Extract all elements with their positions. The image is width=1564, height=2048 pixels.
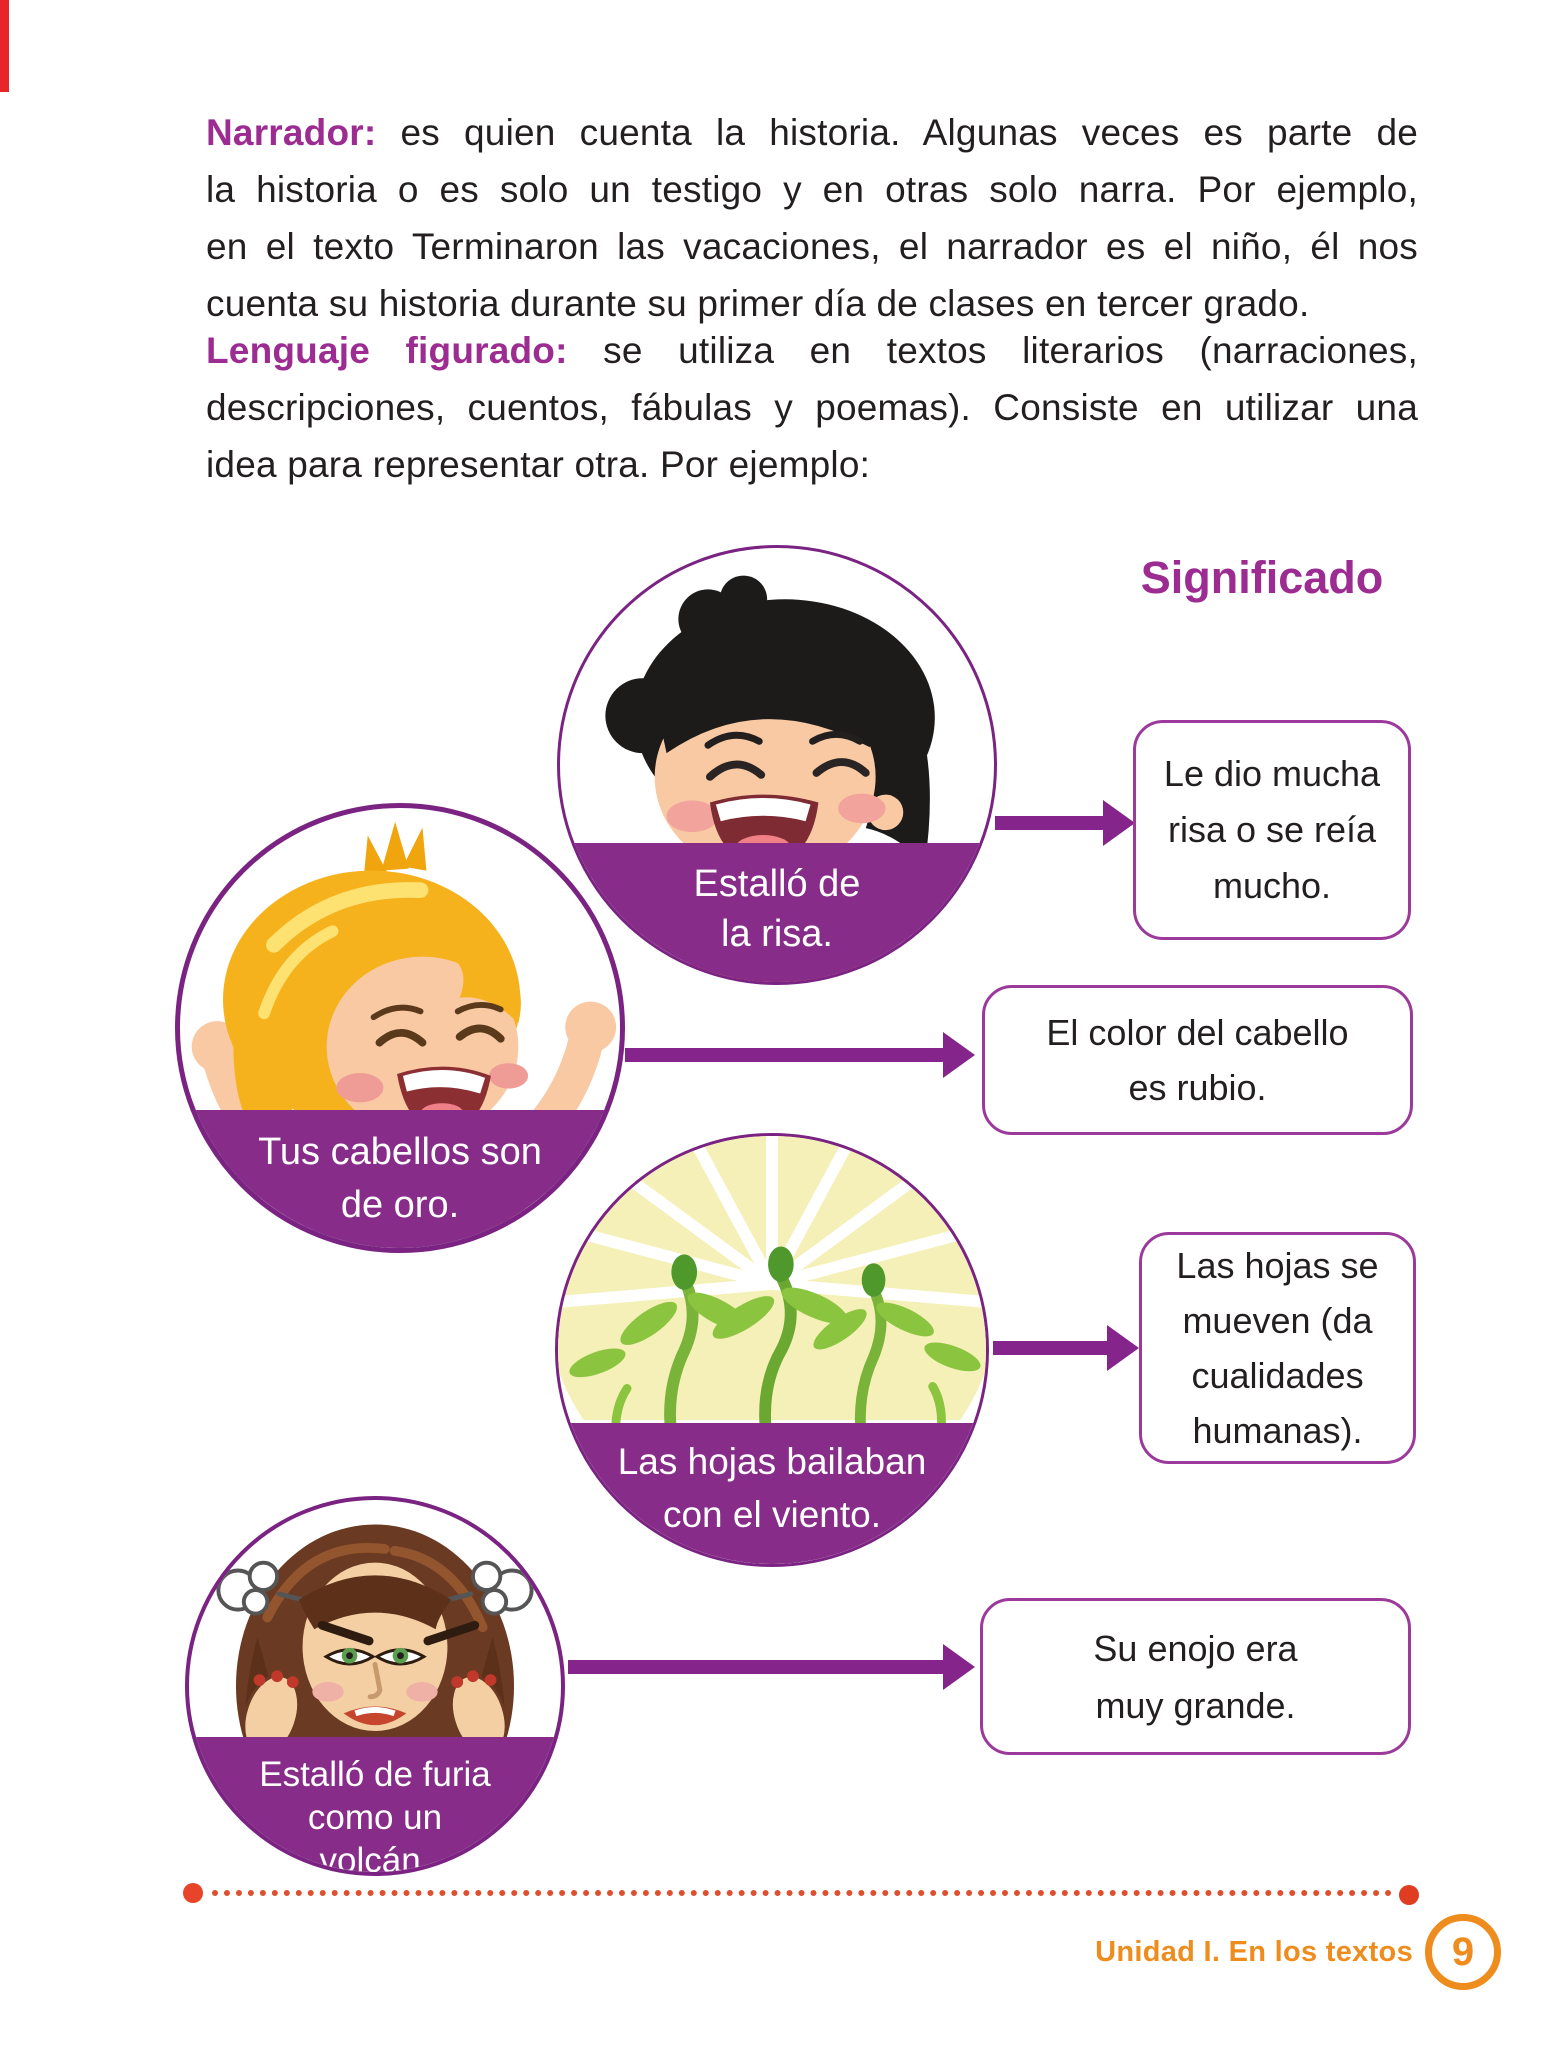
arrow-icon — [995, 800, 1135, 846]
paragraph-lenguaje-figurado — [206, 322, 1418, 493]
rule-end-dot — [1399, 1885, 1419, 1905]
lenguaje-figurado-term: Lenguaje figurado: — [206, 330, 568, 371]
paragraph-line: idea para representar otra. Por ejemplo: — [206, 444, 871, 485]
paragraph-line: descripciones, cuentos, fábulas y poemas). Consiste en utilizar una — [206, 387, 1418, 428]
rule-start-dot — [183, 1883, 203, 1903]
figure-estallo-de-furia — [185, 1496, 565, 1876]
page-corner-stripe — [0, 0, 9, 92]
meaning-box: Su enojo era muy grande. — [980, 1598, 1411, 1755]
paragraph-line: la historia o es solo un testigo y en otras solo narra. Por ejemplo, — [206, 169, 1418, 210]
paragraph-line: cuenta su historia durante su primer día de clases en tercer grado. — [206, 283, 1310, 324]
figure-caption: Estalló de la risa. — [693, 863, 861, 955]
arrow-icon — [568, 1644, 975, 1690]
page-number-badge: 9 — [1425, 1914, 1501, 1990]
figure-caption: Las hojas bailaban con el viento. — [617, 1441, 927, 1535]
figure-caption: Tus cabellos son de oro. — [258, 1131, 542, 1226]
meaning-box: Le dio mucha risa o se reía mucho. — [1133, 720, 1411, 940]
paragraph-line: es quien cuenta la historia. Algunas veces es parte de — [400, 112, 1419, 153]
paragraph-line: en el texto Terminaron las vacaciones, el narrador es el niño, él nos — [206, 226, 1418, 267]
arrow-icon — [625, 1032, 975, 1078]
footer-dotted-rule — [212, 1890, 1392, 1896]
narrador-term: Narrador: — [206, 112, 377, 153]
figure-hojas-bailaban — [555, 1133, 989, 1567]
figure-estallo-de-la-risa — [557, 545, 997, 985]
paragraph-narrador — [206, 104, 1418, 332]
significado-heading: Significado — [1140, 552, 1384, 603]
paragraph-line: se utiliza en textos literarios (narraciones, — [603, 330, 1418, 371]
meaning-box: El color del cabello es rubio. — [982, 985, 1413, 1135]
unit-footer-label: Unidad I. En los textos — [1095, 1936, 1413, 1968]
figure-caption: Estalló de furia como un volcán. — [259, 1755, 491, 1876]
meaning-box: Las hojas se mueven (da cualidades humanas). — [1139, 1232, 1416, 1464]
arrow-icon — [993, 1325, 1139, 1371]
